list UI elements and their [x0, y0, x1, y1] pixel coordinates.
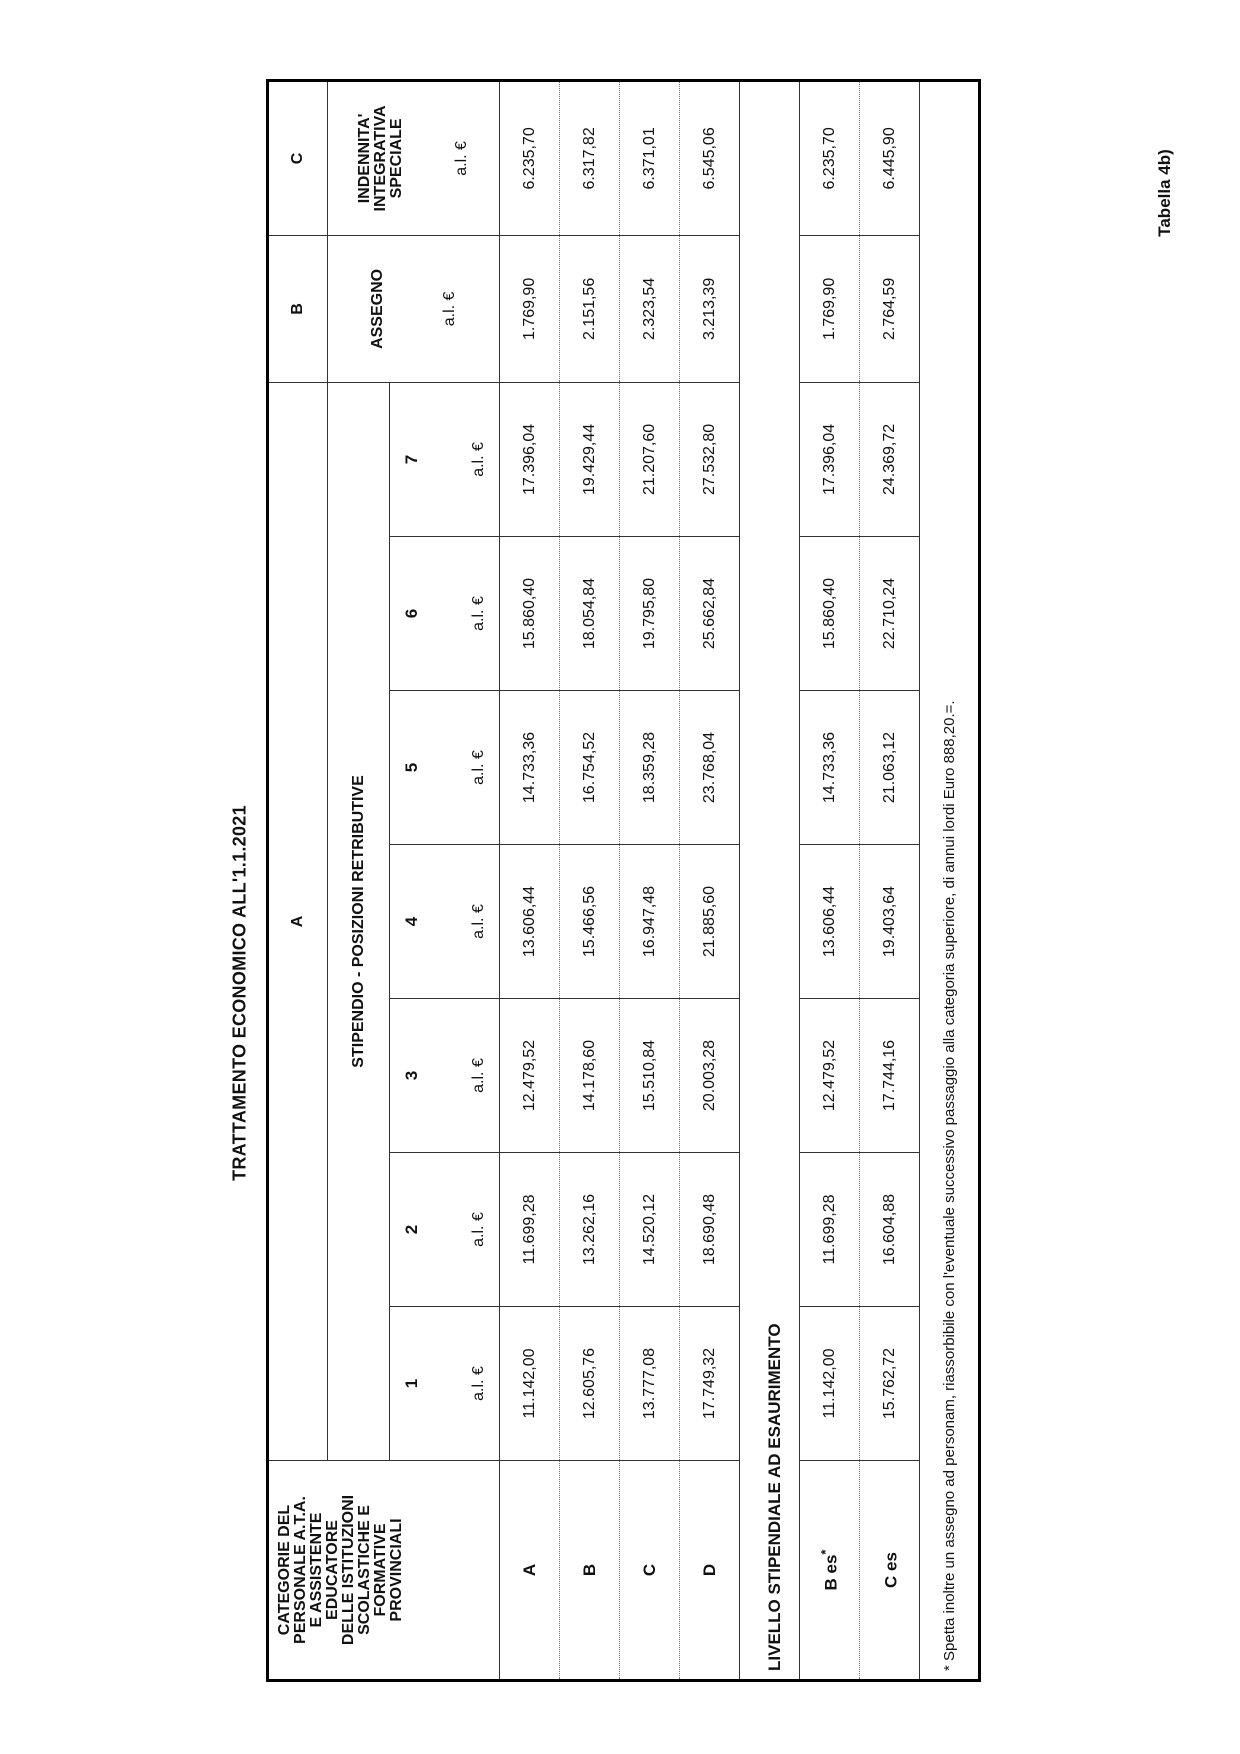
group-a-header: A — [268, 382, 328, 1460]
group-c-header: C — [268, 80, 328, 235]
salary-cell: 13.606,44 — [800, 845, 860, 999]
row-category-label: D — [680, 1461, 740, 1681]
salary-cell: 12.479,52 — [800, 999, 860, 1153]
salary-cell: 12.605,76 — [560, 1307, 620, 1461]
table-row — [620, 80, 680, 1680]
table-row — [860, 80, 920, 1680]
salary-cell: 21.063,12 — [860, 691, 920, 845]
group-header-row — [268, 80, 328, 1680]
salary-cell: 18.690,48 — [680, 1153, 740, 1307]
section-header-row — [740, 80, 800, 1680]
table-row — [500, 80, 560, 1680]
salary-cell: 11.699,28 — [500, 1153, 560, 1307]
table-row — [800, 80, 860, 1680]
salary-cell: 27.532,80 — [680, 382, 740, 536]
section-filler — [740, 80, 800, 235]
salary-cell: 12.479,52 — [500, 999, 560, 1153]
salary-cell: 13.777,08 — [620, 1307, 680, 1461]
footnote-row — [920, 80, 980, 1680]
salary-cell: 17.396,04 — [800, 382, 860, 536]
salary-cell: 17.396,04 — [500, 382, 560, 536]
indennita-cell: 6.445,90 — [860, 80, 920, 235]
salary-cell: 15.860,40 — [500, 537, 560, 691]
salary-cell: 16.754,52 — [560, 691, 620, 845]
table-row — [680, 80, 740, 1680]
salary-cell: 14.178,60 — [560, 999, 620, 1153]
table-row — [560, 80, 620, 1680]
salary-cell: 15.510,84 — [620, 999, 680, 1153]
salary-cell: 24.369,72 — [860, 382, 920, 536]
footnote: * Spetta inoltre un assegno ad personam, riassorbibile con l'eventuale successivo passaggio alla categoria superiore, di annui lordi Euro 888,20.=. — [920, 80, 980, 1680]
salary-cell: 22.710,24 — [860, 537, 920, 691]
salary-cell: 16.947,48 — [620, 845, 680, 999]
assegno-cell: 2.151,56 — [560, 235, 620, 382]
salary-cell: 19.403,64 — [860, 845, 920, 999]
salary-cell: 19.795,80 — [620, 537, 680, 691]
table-reference: Tabella 4b) — [1155, 149, 1174, 237]
indennita-cell: 6.545,06 — [680, 80, 740, 235]
salary-cell: 14.520,12 — [620, 1153, 680, 1307]
salary-cell: 11.699,28 — [800, 1153, 860, 1307]
stipendio-header: STIPENDIO - POSIZIONI RETRIBUTIVE — [328, 382, 390, 1460]
salary-cell: 11.142,00 — [500, 1307, 560, 1461]
salary-table — [266, 79, 981, 1682]
assegno-cell: 3.213,39 — [680, 235, 740, 382]
indennita-cell: 6.371,01 — [620, 80, 680, 235]
salary-cell: 15.466,56 — [560, 845, 620, 999]
page-title: TRATTAMENTO ECONOMICO ALL'1.1.2021 — [229, 805, 250, 1181]
row-category-label: B — [560, 1461, 620, 1681]
salary-cell: 13.262,16 — [560, 1153, 620, 1307]
salary-cell: 11.142,00 — [800, 1307, 860, 1461]
group-b-header: B — [268, 235, 328, 382]
salary-cell: 20.003,28 — [680, 999, 740, 1153]
salary-cell: 21.885,60 — [680, 845, 740, 999]
salary-cell: 17.749,32 — [680, 1307, 740, 1461]
position-2-header: 2 a.l. € — [390, 1153, 500, 1307]
salary-cell: 16.604,88 — [860, 1153, 920, 1307]
position-1-header: 1 a.l. € — [390, 1307, 500, 1461]
row-category-label: C es — [860, 1461, 920, 1681]
assegno-cell: 2.323,54 — [620, 235, 680, 382]
category-column-header: CATEGORIE DEL PERSONALE A.T.A. E ASSISTENTE EDUCATORE DELLE ISTITUZIONI SCOLASTICHE E FORMATIVE PROVINCIALI — [268, 1461, 500, 1681]
position-5-header: 5 a.l. € — [390, 691, 500, 845]
salary-cell: 14.733,36 — [800, 691, 860, 845]
row-category-label: A — [500, 1461, 560, 1681]
position-3-header: 3 a.l. € — [390, 999, 500, 1153]
rotated-table-container — [266, 82, 998, 1682]
position-7-header: 7 a.l. € — [390, 382, 500, 536]
row-category-label: B es* — [800, 1461, 860, 1681]
indennita-cell: 6.235,70 — [500, 80, 560, 235]
assegno-header: ASSEGNO a.l. € — [328, 235, 500, 382]
salary-cell: 15.762,72 — [860, 1307, 920, 1461]
assegno-cell: 1.769,90 — [500, 235, 560, 382]
assegno-cell: 2.764,59 — [860, 235, 920, 382]
salary-cell: 18.054,84 — [560, 537, 620, 691]
salary-cell: 15.860,40 — [800, 537, 860, 691]
position-4-header: 4 a.l. € — [390, 845, 500, 999]
salary-cell: 13.606,44 — [500, 845, 560, 999]
indennita-cell: 6.235,70 — [800, 80, 860, 235]
row-category-label: C — [620, 1461, 680, 1681]
section-label: LIVELLO STIPENDIALE AD ESAURIMENTO — [740, 235, 800, 1680]
indennita-header: INDENNITA' INTEGRATIVA SPECIALE a.l. € — [328, 80, 500, 235]
salary-cell: 23.768,04 — [680, 691, 740, 845]
indennita-cell: 6.317,82 — [560, 80, 620, 235]
salary-cell: 19.429,44 — [560, 382, 620, 536]
salary-cell: 14.733,36 — [500, 691, 560, 845]
salary-cell: 18.359,28 — [620, 691, 680, 845]
salary-cell: 17.744,16 — [860, 999, 920, 1153]
salary-cell: 25.662,84 — [680, 537, 740, 691]
assegno-cell: 1.769,90 — [800, 235, 860, 382]
salary-cell: 21.207,60 — [620, 382, 680, 536]
position-6-header: 6 a.l. € — [390, 537, 500, 691]
subgroup-header-row — [328, 80, 390, 1680]
